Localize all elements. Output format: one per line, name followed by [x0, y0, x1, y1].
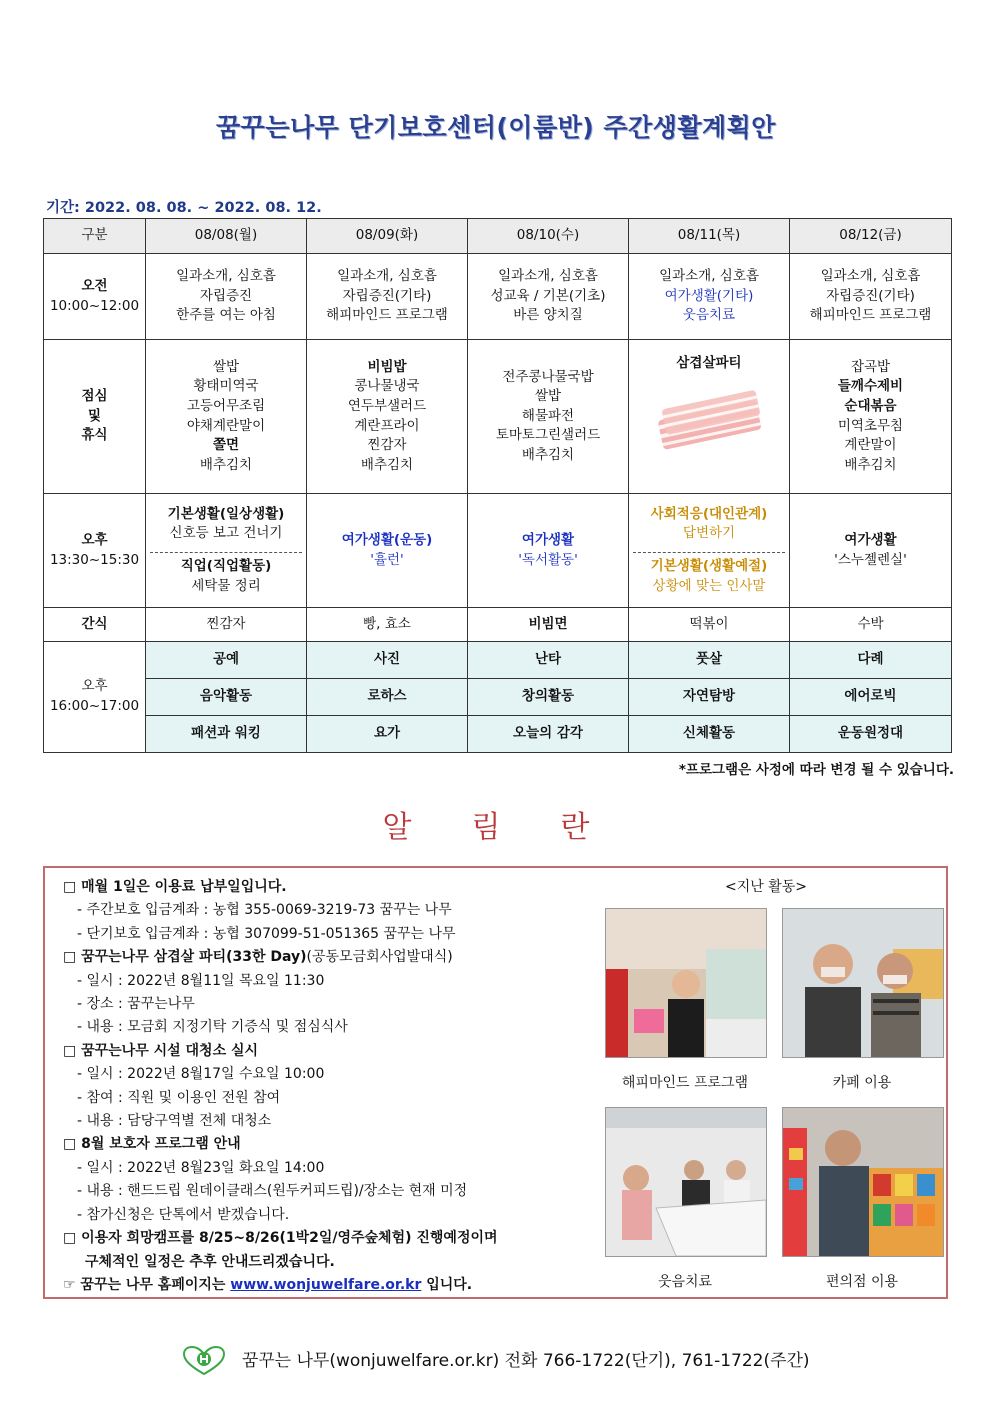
table-cell: 음악활동 — [146, 679, 307, 716]
gallery-caption: 카페 이용 — [832, 1075, 892, 1091]
table-cell: 일과소개, 심호흡 자립증진(기타) 해피마인드 프로그램 — [307, 254, 468, 340]
row-label: 간식 — [44, 608, 146, 642]
notice-item: □ 매월 1일은 이용료 납부일입니다. — [63, 879, 287, 895]
page-title: 꿈꾸는나무 단기보호센터(이룸반) 주간생활계획안 — [216, 113, 776, 142]
notice-detail: - 일시 : 2022년 8월23일 화요일 14:00 — [77, 1159, 325, 1176]
table-cell: 비빔면 — [468, 608, 629, 642]
snack-row — [44, 608, 952, 642]
weekly-plan-table — [43, 218, 952, 753]
afternoon-row — [44, 494, 952, 608]
activity-photo-store — [782, 1107, 944, 1257]
table-cell: 자연탐방 — [629, 679, 790, 716]
table-cell: 에어로빅 — [790, 679, 952, 716]
notice-detail: - 내용 : 핸드드립 원데이클래스(원두커피드립)/장소는 현재 미정 — [77, 1183, 468, 1200]
table-cell: 일과소개, 심호흡 성교육 / 기본(기초) 바른 양치질 — [468, 254, 629, 340]
header-cell: 구분 — [44, 219, 146, 254]
notice-detail: 구체적인 일정은 추후 안내드리겠습니다. — [85, 1253, 335, 1270]
notice-detail: - 일시 : 2022년 8월17일 수요일 10:00 — [77, 1066, 325, 1083]
header-cell: 08/12(금) — [790, 219, 952, 254]
notice-detail: - 참가신청은 단톡에서 받겠습니다. — [77, 1206, 290, 1223]
table-cell: 찐감자 — [146, 608, 307, 642]
gallery-title: <지난 활동> — [725, 879, 808, 895]
footer — [0, 1346, 992, 1376]
header-cell: 08/09(화) — [307, 219, 468, 254]
table-cell: 운동원정대 — [790, 716, 952, 753]
activity-photo-laughter — [605, 1107, 767, 1257]
homepage-line: ☞ 꿈꾸는 나무 홈페이지는 www.wonjuwelfare.or.kr 입니다. — [63, 1276, 473, 1293]
notice-item: □ 8월 보호자 프로그램 안내 — [63, 1136, 241, 1153]
morning-row — [44, 254, 952, 340]
gallery-caption: 해피마인드 프로그램 — [621, 1075, 749, 1091]
table-cell: 풋살 — [629, 642, 790, 679]
notice-detail: - 주간보호 입금계좌 : 농협 355-0069-3219-73 꿈꾸는 나무 — [77, 902, 452, 919]
table-cell: 전주콩나물국밥 쌀밥 해물파전 토마토그린샐러드 배추김치 — [468, 340, 629, 494]
row-label: 오후 16:00~17:00 — [44, 642, 146, 753]
notice-detail: - 내용 : 모금회 지정기탁 기증식 및 점심식사 — [77, 1019, 348, 1036]
late-row — [44, 679, 952, 716]
notice-detail: - 내용 : 담당구역별 전체 대청소 — [77, 1113, 272, 1130]
activity-photo-happymind — [605, 908, 767, 1058]
notice-item: □ 꿈꾸는나무 시설 대청소 실시 — [63, 1042, 259, 1059]
table-cell: 창의활동 — [468, 679, 629, 716]
table-cell: 수박 — [790, 608, 952, 642]
table-cell: 여가생활 '독서활동' — [468, 494, 629, 608]
late-row — [44, 716, 952, 753]
table-cell: 비빔밥 콩나물냉국 연두부샐러드 계란프라이 찐감자 배추김치 — [307, 340, 468, 494]
notice-list — [63, 876, 583, 1297]
notice-item: □ 이용자 희망캠프를 8/25~8/26(1박2일/영주숲체험) 진행예정이며 — [63, 1230, 498, 1247]
header-cell: 08/10(수) — [468, 219, 629, 254]
lunch-row — [44, 340, 952, 494]
header-cell: 08/11(목) — [629, 219, 790, 254]
table-cell: 떡볶이 — [629, 608, 790, 642]
table-cell: 오늘의 감각 — [468, 716, 629, 753]
notice-detail: - 장소 : 꿈꾸는나무 — [77, 996, 195, 1013]
notice-detail: - 참여 : 직원 및 이용인 전원 참여 — [77, 1089, 281, 1106]
heart-logo-icon — [182, 1346, 226, 1376]
notice-box — [43, 866, 948, 1299]
table-cell: 공예 — [146, 642, 307, 679]
notice-title: 알림란 — [382, 810, 650, 845]
table-cell: 사회적응(대인관계) 답변하기 기본생활(생활예절) 상황에 맞는 인사말 — [629, 494, 790, 608]
activity-photo-cafe — [782, 908, 944, 1058]
gallery-caption: 웃음치료 — [657, 1274, 713, 1290]
table-cell: 일과소개, 심호흡 여가생활(기타) 웃음치료 — [629, 254, 790, 340]
table-cell: 여가생활(운동) '휼런' — [307, 494, 468, 608]
late-row — [44, 642, 952, 679]
change-note: *프로그램은 사정에 따라 변경 될 수 있습니다. — [678, 762, 954, 778]
table-cell: 여가생활 '스누젤렌실' — [790, 494, 952, 608]
row-label: 오전 10:00~12:00 — [44, 254, 146, 340]
table-cell: 패션과 워킹 — [146, 716, 307, 753]
period-label: 기간: 2022. 08. 08. ~ 2022. 08. 12. — [46, 200, 322, 216]
notice-detail: - 일시 : 2022년 8월11일 목요일 11:30 — [77, 972, 325, 989]
table-cell: 삼겹살파티 — [629, 340, 790, 494]
table-cell: 빵, 효소 — [307, 608, 468, 642]
table-cell: 잡곡밥 들깨수제비 순대볶음 미역초무침 계란말이 배추김치 — [790, 340, 952, 494]
header-cell: 08/08(월) — [146, 219, 307, 254]
notice-detail: - 단기보호 입금계좌 : 농협 307099-51-051365 꿈꾸는 나무 — [77, 925, 456, 942]
row-label: 오후 13:30~15:30 — [44, 494, 146, 608]
table-cell: 기본생활(일상생활) 신호등 보고 건너기 직업(직업활동) 세탁물 정리 — [146, 494, 307, 608]
homepage-link[interactable]: www.wonjuwelfare.or.kr — [230, 1276, 422, 1293]
table-cell: 다례 — [790, 642, 952, 679]
row-label: 점심 및 휴식 — [44, 340, 146, 494]
table-cell: 일과소개, 심호흡 자립증진(기타) 해피마인드 프로그램 — [790, 254, 952, 340]
table-cell: 신체활동 — [629, 716, 790, 753]
table-cell: 난타 — [468, 642, 629, 679]
gallery-caption: 편의점 이용 — [825, 1274, 899, 1290]
table-header-row — [44, 219, 952, 254]
notice-item: □ 꿈꾸는나무 삼겹살 파티(33한 Day)(공동모금회사업발대식) — [63, 949, 453, 966]
table-cell: 일과소개, 심호흡 자립증진 한주를 여는 아침 — [146, 254, 307, 340]
table-cell: 사진 — [307, 642, 468, 679]
pork-belly-image — [649, 382, 769, 462]
table-cell: 로하스 — [307, 679, 468, 716]
table-cell: 쌀밥 황태미역국 고등어무조림 야채계란말이 쫄면 배추김치 — [146, 340, 307, 494]
footer-text: 꿈꾸는 나무(wonjuwelfare.or.kr) 전화 766-1722(단기), 761-1722(주간) — [241, 1351, 810, 1371]
table-cell: 요가 — [307, 716, 468, 753]
